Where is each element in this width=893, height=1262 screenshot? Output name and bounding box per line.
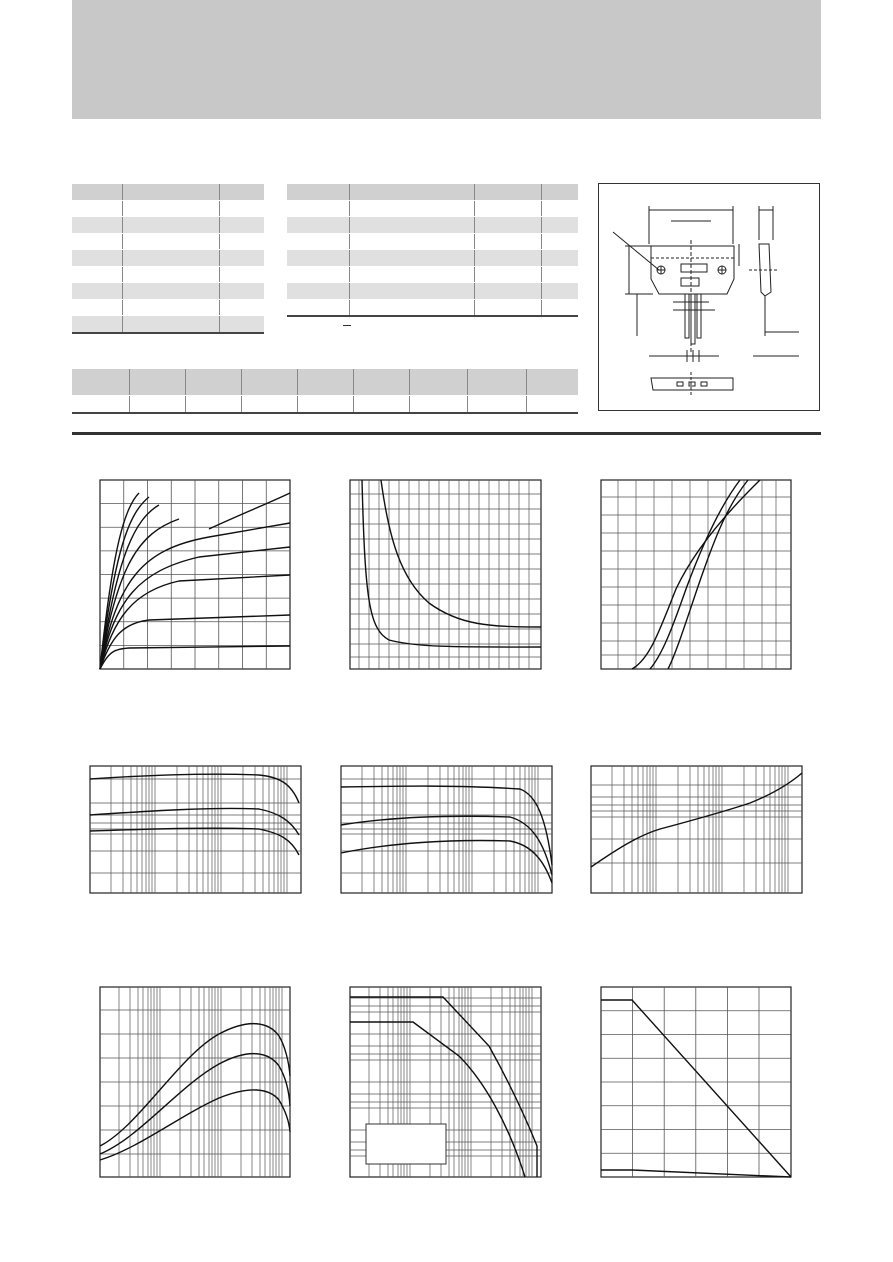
absolute-maximum-ratings-table	[72, 184, 264, 334]
graph-power-derating	[600, 986, 793, 1179]
graph-saturation-voltage	[349, 479, 543, 671]
graph-hfe-vs-current	[89, 765, 303, 895]
table-footnote-mark	[343, 325, 351, 326]
header-band	[72, 0, 821, 119]
table-row	[287, 266, 578, 283]
electrical-characteristics-table	[287, 184, 578, 317]
table-row	[72, 396, 578, 413]
table-row	[287, 299, 578, 316]
table-row	[72, 217, 264, 234]
table-row	[287, 233, 578, 250]
table-row	[287, 184, 578, 200]
graph-safe-operating-area	[349, 986, 543, 1179]
table-row	[72, 316, 264, 333]
graph-transfer-characteristics	[600, 479, 793, 671]
table-row	[287, 217, 578, 234]
table-row	[72, 200, 264, 217]
graph-ft-vs-current	[99, 986, 292, 1179]
package-outline-drawing	[598, 183, 820, 411]
graph-hfe-temperature	[340, 765, 554, 895]
graph-thermal-impedance	[590, 765, 804, 895]
table-row	[72, 250, 264, 267]
table-row	[72, 283, 264, 300]
hfe-rank-table	[72, 369, 578, 414]
table-row	[287, 200, 578, 217]
table-row	[287, 250, 578, 267]
table-row	[72, 299, 264, 316]
table-row	[72, 266, 264, 283]
table-row	[72, 233, 264, 250]
table-row	[72, 369, 578, 396]
table-row	[287, 283, 578, 300]
graph-output-characteristics	[99, 479, 292, 671]
section-divider	[72, 432, 821, 435]
soa-legend-box	[366, 1124, 446, 1164]
package-outline-svg	[599, 184, 819, 410]
table-row	[72, 184, 264, 200]
